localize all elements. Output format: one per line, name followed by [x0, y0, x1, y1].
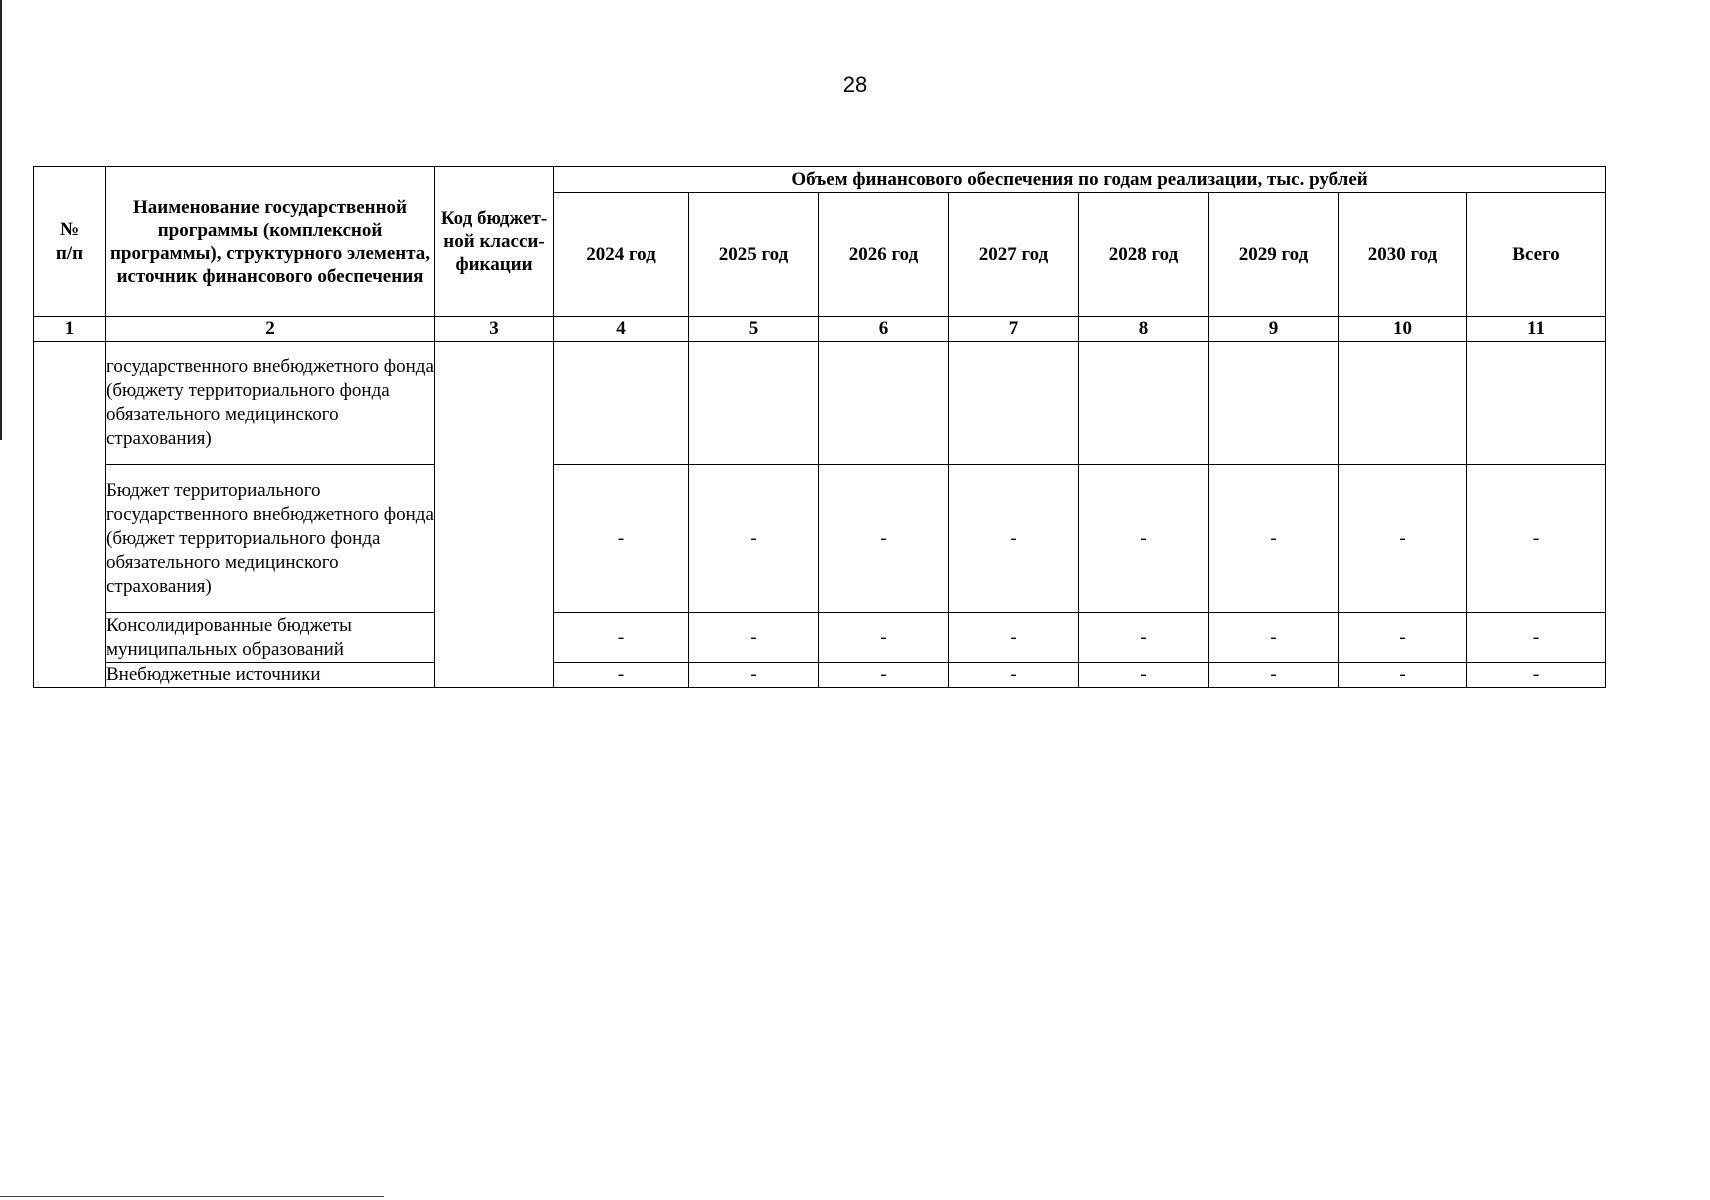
header-year: 2030 год	[1339, 193, 1467, 317]
row-number-cell	[34, 342, 106, 688]
header-year: 2027 год	[949, 193, 1079, 317]
header-num: № п/п	[34, 167, 106, 317]
header-year: 2026 год	[819, 193, 949, 317]
table-row	[34, 465, 1606, 613]
value-cell: -	[819, 613, 949, 663]
value-cell: -	[1467, 465, 1606, 613]
table-row	[34, 613, 1606, 663]
value-cell	[949, 342, 1079, 465]
source-name: Бюджет территориального государственного внебюджетного фонда (бюджет территориального фонда обязательного медицинского страхования)	[106, 465, 435, 613]
column-number: 11	[1467, 317, 1606, 342]
table-row	[34, 342, 1606, 465]
value-cell: -	[1209, 613, 1339, 663]
value-cell: -	[554, 613, 689, 663]
value-cell: -	[949, 613, 1079, 663]
value-cell	[1339, 342, 1467, 465]
financing-table	[33, 166, 1606, 688]
column-number: 9	[1209, 317, 1339, 342]
table-row	[34, 663, 1606, 688]
value-cell: -	[1467, 613, 1606, 663]
value-cell: -	[1079, 613, 1209, 663]
value-cell	[1209, 342, 1339, 465]
column-number: 8	[1079, 317, 1209, 342]
value-cell: -	[689, 465, 819, 613]
page-number: 28	[842, 72, 868, 97]
value-cell: -	[819, 663, 949, 688]
column-number: 4	[554, 317, 689, 342]
value-cell: -	[1339, 613, 1467, 663]
value-cell: -	[689, 613, 819, 663]
source-name: Внебюджетные источники	[106, 663, 435, 688]
header-code: Код бюджет-ной класси-фикации	[435, 167, 554, 317]
source-name: Консолидированные бюджеты муниципальных образований	[106, 613, 435, 663]
column-number: 3	[435, 317, 554, 342]
value-cell: -	[949, 465, 1079, 613]
footnote-rule	[0, 1196, 384, 1197]
value-cell: -	[1467, 663, 1606, 688]
value-cell: -	[689, 663, 819, 688]
value-cell	[1079, 342, 1209, 465]
value-cell	[1467, 342, 1606, 465]
column-number: 10	[1339, 317, 1467, 342]
value-cell: -	[554, 663, 689, 688]
column-numbers-row	[34, 317, 1606, 342]
source-name: государственного внебюджетного фонда (бюджету территориального фонда обязательного медицинского страхования)	[106, 342, 435, 465]
value-cell: -	[1079, 465, 1209, 613]
column-number: 2	[106, 317, 435, 342]
header-volume-group: Объем финансового обеспечения по годам реализации, тыс. рублей	[554, 167, 1606, 193]
value-cell: -	[819, 465, 949, 613]
value-cell: -	[1339, 465, 1467, 613]
header-year: 2028 год	[1079, 193, 1209, 317]
value-cell: -	[1209, 663, 1339, 688]
value-cell	[554, 342, 689, 465]
column-number: 6	[819, 317, 949, 342]
column-number: 1	[34, 317, 106, 342]
header-total: Всего	[1467, 193, 1606, 317]
value-cell: -	[1079, 663, 1209, 688]
value-cell: -	[949, 663, 1079, 688]
scan-left-edge	[0, 0, 2, 440]
budget-code-cell	[435, 342, 554, 688]
value-cell: -	[554, 465, 689, 613]
value-cell: -	[1209, 465, 1339, 613]
column-number: 7	[949, 317, 1079, 342]
value-cell	[689, 342, 819, 465]
value-cell: -	[1339, 663, 1467, 688]
header-year: 2024 год	[554, 193, 689, 317]
header-year: 2029 год	[1209, 193, 1339, 317]
header-name: Наименование государственной программы (комплексной программы), структурного элемента, источник финансового обеспечения	[106, 167, 435, 317]
value-cell	[819, 342, 949, 465]
column-number: 5	[689, 317, 819, 342]
header-year: 2025 год	[689, 193, 819, 317]
